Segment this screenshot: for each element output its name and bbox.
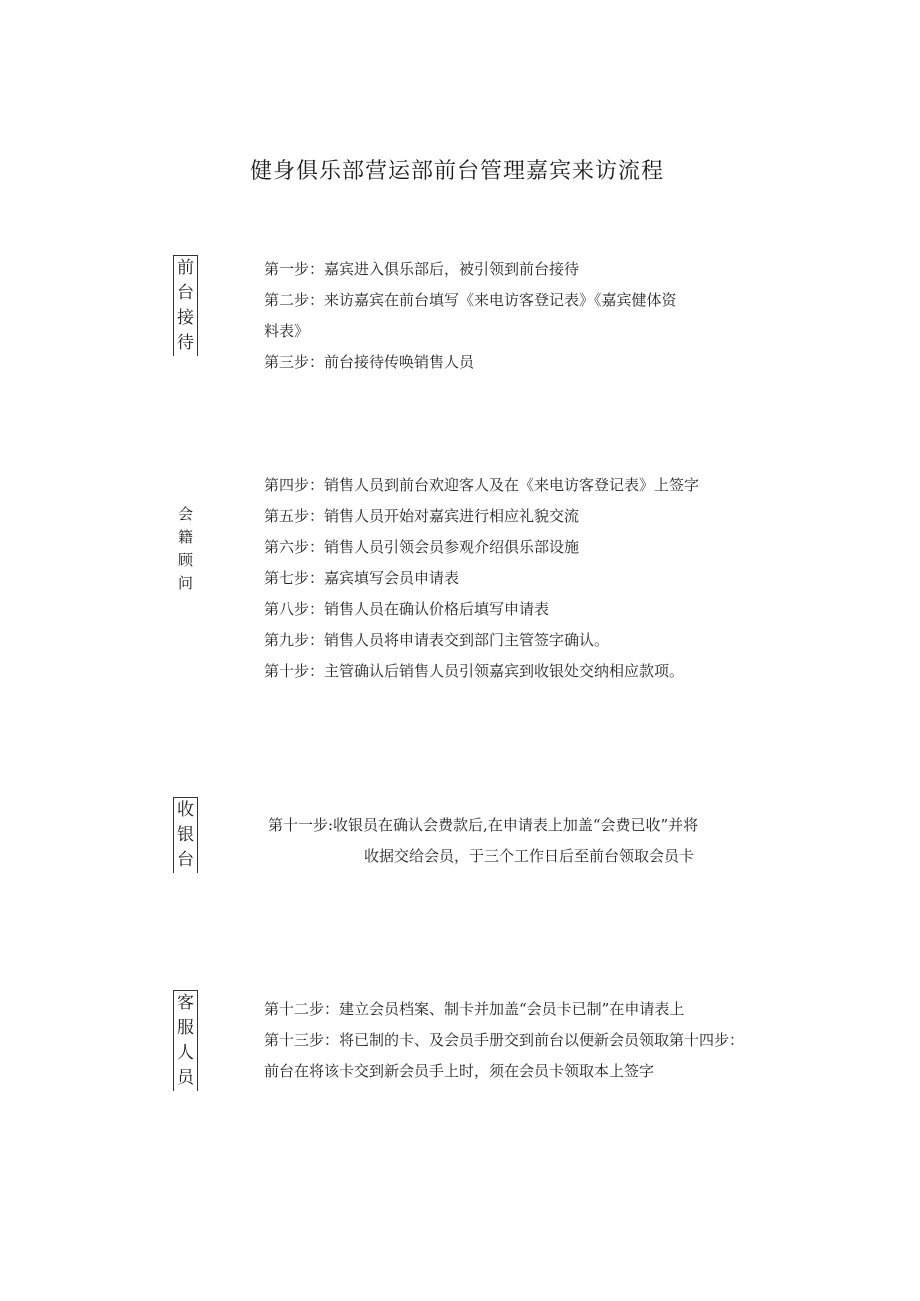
role-label-membership-advisor xyxy=(178,503,193,595)
document-title: 健身俱乐部营运部前台管理嘉宾来访流程 xyxy=(249,159,664,184)
step-line: 第三步：前台接待传唤销售人员 xyxy=(264,353,475,371)
role-label-front-desk xyxy=(173,255,198,356)
step-line: 料表》 xyxy=(264,322,310,340)
role-char: 接 xyxy=(177,308,194,328)
role-char: 前 xyxy=(177,258,194,278)
role-char: 顾 xyxy=(178,551,194,569)
step-line: 第十一步:收银员在确认会费款后,在申请表上加盖“会费已收”并将 xyxy=(268,816,699,834)
step-line: 第九步：销售人员将申请表交到部门主管签字确认。 xyxy=(264,631,610,649)
steps-customer-service xyxy=(264,994,744,1087)
step-line: 前台在将该卡交到新会员手上时，须在会员卡领取本上签字 xyxy=(264,1062,655,1080)
role-label-cashier xyxy=(173,797,198,873)
role-char: 客 xyxy=(177,993,194,1013)
steps-front-desk xyxy=(264,254,677,378)
step-line: 第八步：销售人员在确认价格后填写申请表 xyxy=(264,600,550,618)
step-line: 第四步：销售人员到前台欢迎客人及在《来电访客登记表》上签字 xyxy=(264,476,700,494)
step-line: 第二步：来访嘉宾在前台填写《来电访客登记表》《嘉宾健体资 xyxy=(264,291,677,309)
role-char: 银 xyxy=(177,825,194,845)
role-label-customer-service xyxy=(173,990,198,1091)
step-line: 第十二步：建立会员档案、制卡并加盖“会员卡已制”在申请表上 xyxy=(264,1000,685,1018)
step-line: 第一步：嘉宾进入俱乐部后，被引领到前台接待 xyxy=(264,260,580,278)
role-char: 待 xyxy=(177,333,194,353)
role-char: 籍 xyxy=(178,528,194,546)
step-line: 第六步：销售人员引领会员参观介绍俱乐部设施 xyxy=(264,538,580,556)
role-char: 台 xyxy=(177,283,194,303)
role-char: 会 xyxy=(178,505,194,523)
step-line: 第七步：嘉宾填写会员申请表 xyxy=(264,569,460,587)
role-char: 台 xyxy=(177,850,194,870)
role-char: 人 xyxy=(177,1043,194,1063)
role-char: 服 xyxy=(177,1018,194,1038)
steps-membership-advisor xyxy=(264,470,699,687)
steps-cashier xyxy=(268,810,698,872)
role-char: 员 xyxy=(177,1068,194,1088)
step-line: 第十三步：将已制的卡、及会员手册交到前台以便新会员领取第十四步： xyxy=(264,1031,745,1049)
role-char: 收 xyxy=(177,800,194,820)
step-line: 第五步：销售人员开始对嘉宾进行相应礼貌交流 xyxy=(264,507,580,525)
role-char: 问 xyxy=(178,574,194,592)
step-line: 收据交给会员，于三个工作日后至前台领取会员卡 xyxy=(364,847,695,865)
step-line: 第十步：主管确认后销售人员引领嘉宾到收银处交纳相应款项。 xyxy=(264,662,685,680)
